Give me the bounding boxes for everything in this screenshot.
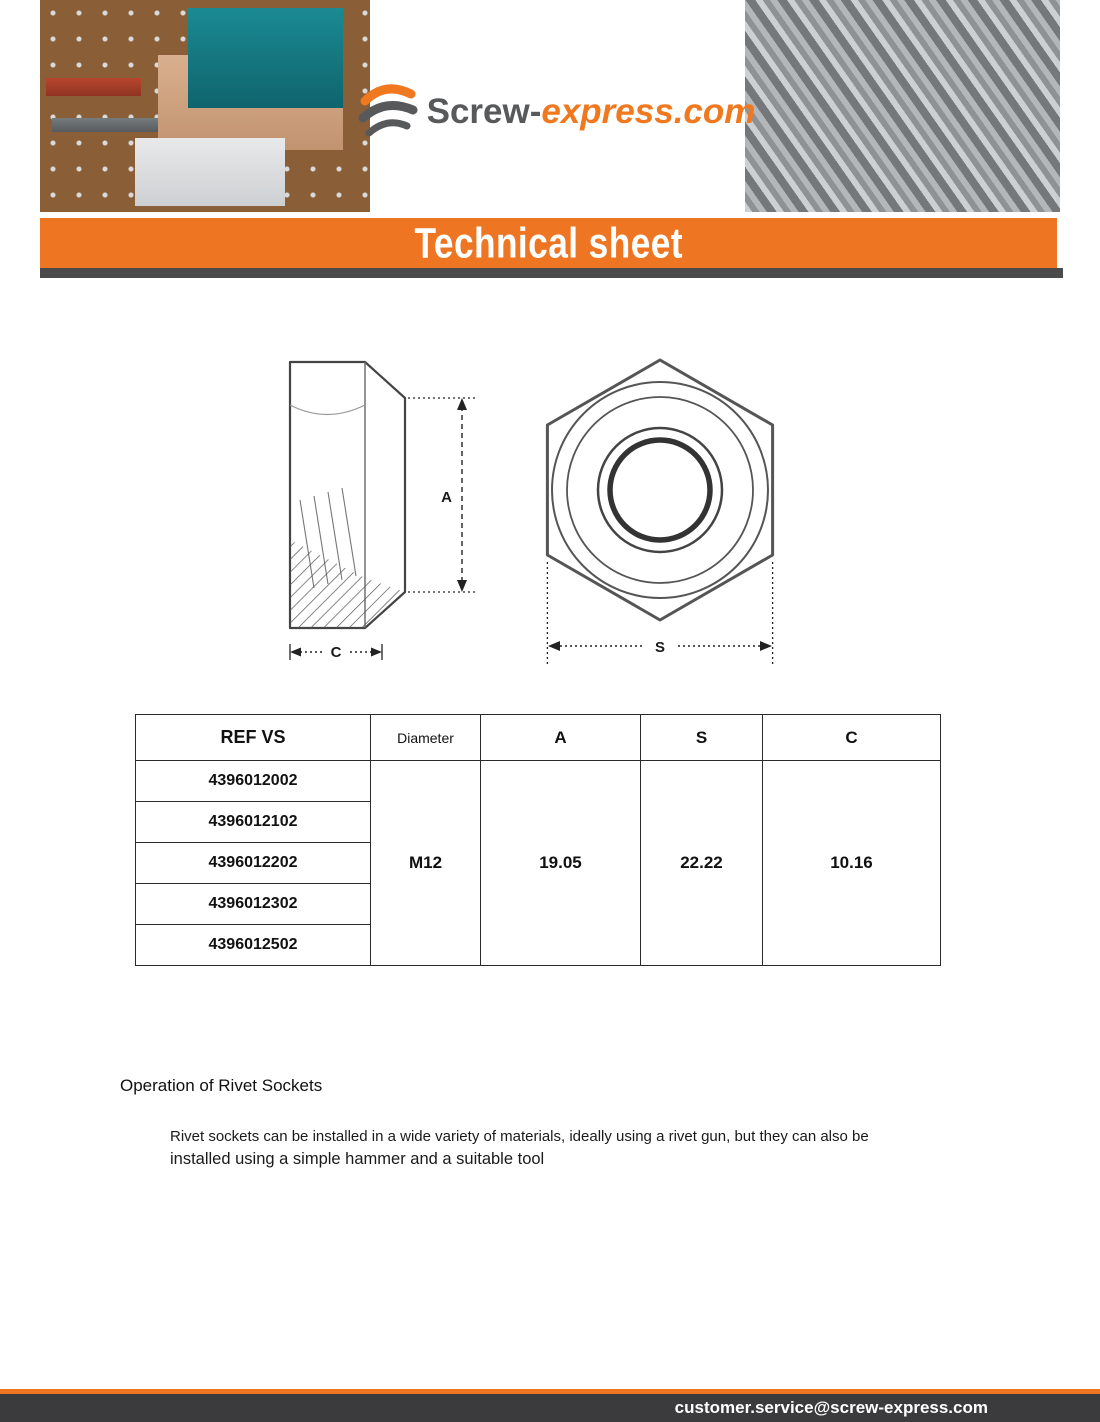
logo-icon bbox=[357, 81, 419, 144]
ref-cell: 4396012202 bbox=[136, 843, 371, 884]
table-header-a: A bbox=[481, 715, 641, 761]
section-title: Operation of Rivet Sockets bbox=[120, 1076, 323, 1095]
a-value-cell: 19.05 bbox=[481, 761, 641, 966]
dim-a-label: A bbox=[441, 489, 452, 506]
hex-outline bbox=[547, 360, 772, 620]
table-header-ref: REF VS bbox=[136, 715, 371, 761]
ref-cell: 4396012002 bbox=[136, 761, 371, 802]
ref-cell: 4396012502 bbox=[136, 925, 371, 966]
spec-table bbox=[135, 714, 941, 966]
table-header-row bbox=[136, 715, 941, 761]
brand-name bbox=[427, 92, 756, 132]
diameter-cell: M12 bbox=[371, 761, 481, 966]
dim-s-label: S bbox=[654, 639, 666, 656]
dimension-arrow-c bbox=[290, 644, 382, 661]
paragraph-line: Rivet sockets can be installed in a wide variety of materials, ideally using a rivet gun, but they can also be bbox=[170, 1128, 869, 1145]
nut-top-view-drawing bbox=[520, 350, 800, 680]
header-photo-workbench bbox=[40, 0, 370, 212]
brand-name-prefix: Screw- bbox=[426, 92, 542, 131]
brand-logo bbox=[362, 76, 756, 148]
footer-email: customer.service@screw-express.com bbox=[674, 1398, 988, 1417]
dim-c-label: C bbox=[330, 644, 342, 661]
ref-cell: 4396012302 bbox=[136, 884, 371, 925]
page-title: Technical sheet bbox=[414, 218, 683, 267]
paragraph-line: installed using a simple hammer and a suitable tool bbox=[170, 1150, 545, 1169]
brand-name-suffix: express.com bbox=[541, 92, 756, 131]
table-header-diameter: Diameter bbox=[371, 715, 481, 761]
footer-bar bbox=[0, 1394, 1100, 1422]
c-value-cell: 10.16 bbox=[763, 761, 941, 966]
nut-side-view-drawing bbox=[270, 350, 485, 670]
dimension-arrow-a bbox=[408, 398, 476, 592]
table-header-c: C bbox=[763, 715, 941, 761]
table-header-s: S bbox=[641, 715, 763, 761]
table-row bbox=[136, 761, 941, 802]
ref-cell: 4396012102 bbox=[136, 802, 371, 843]
description-paragraph bbox=[170, 1125, 950, 1172]
banner-shadow-bar bbox=[40, 268, 1063, 278]
title-banner bbox=[40, 218, 1057, 268]
header-photo-screws bbox=[745, 0, 1060, 212]
s-value-cell: 22.22 bbox=[641, 761, 763, 966]
